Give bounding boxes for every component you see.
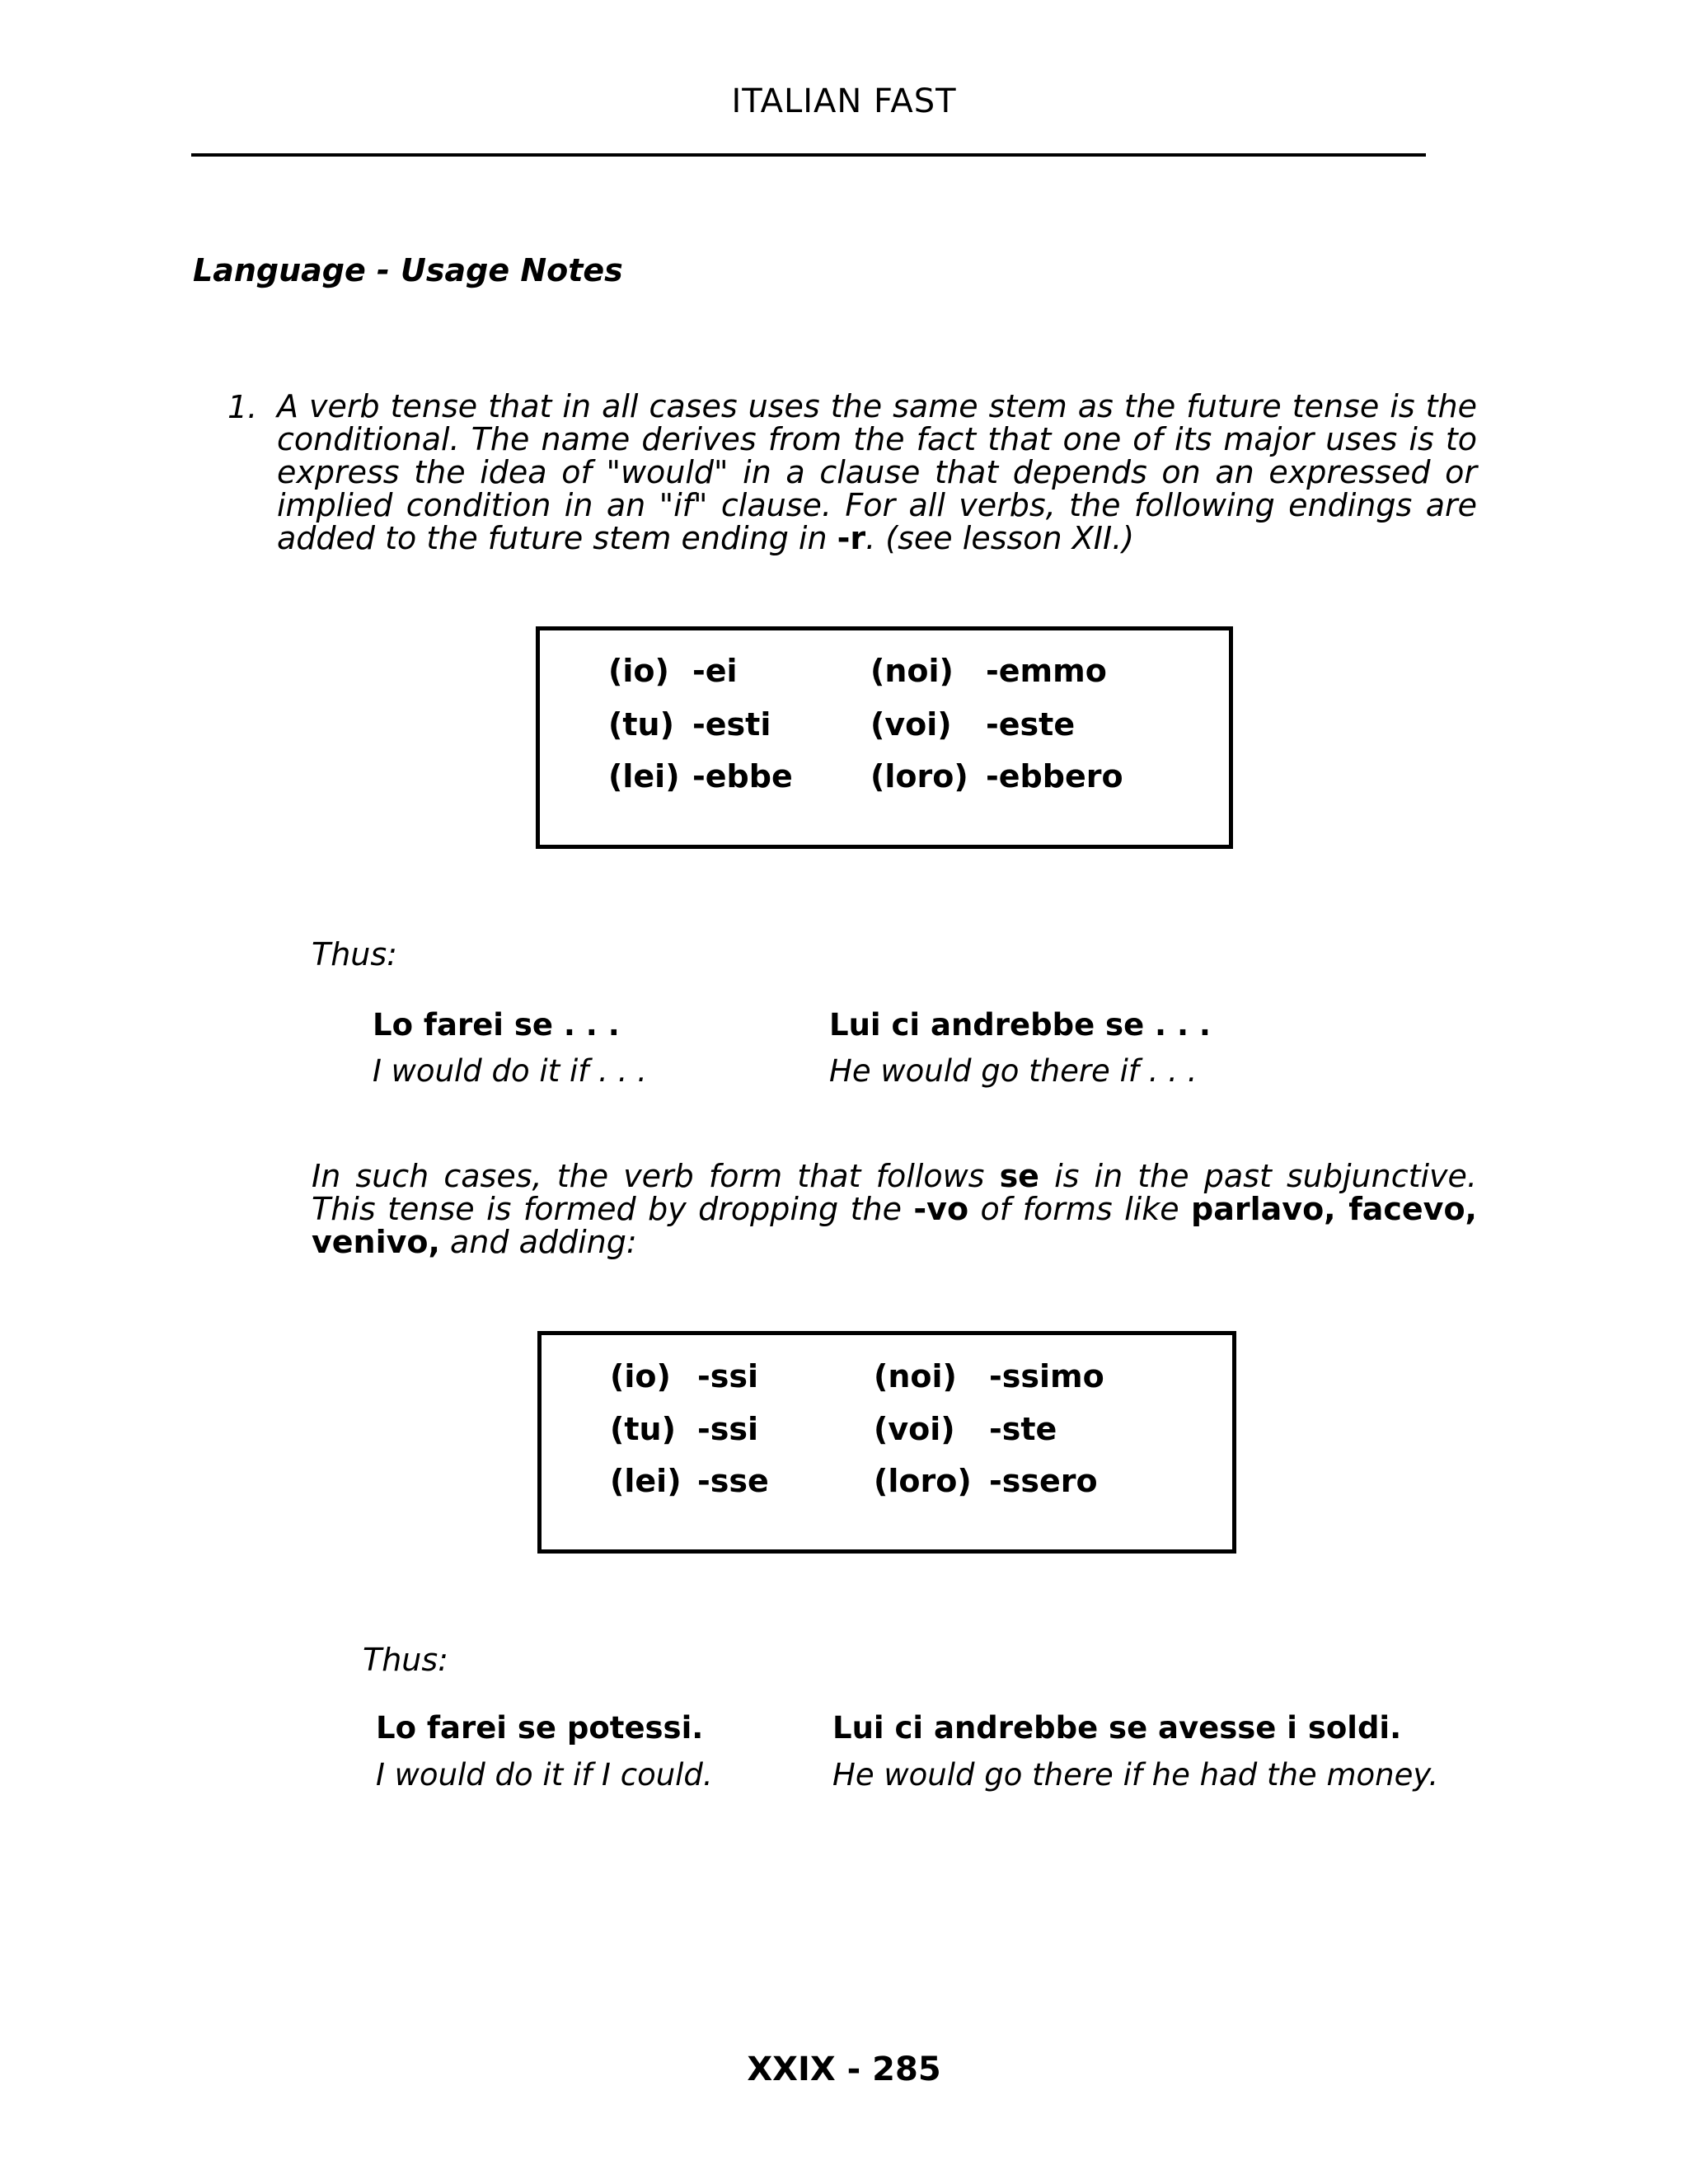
ending-voi: -este bbox=[986, 706, 1076, 743]
pronoun-tu: (tu) bbox=[608, 706, 674, 743]
example-english: He would go there if . . . bbox=[829, 1053, 1198, 1089]
note-2-text: and adding: bbox=[439, 1224, 637, 1260]
ending-io: -ssi bbox=[697, 1358, 759, 1394]
thus-label: Thus: bbox=[312, 936, 397, 972]
ending-io: -ei bbox=[692, 653, 738, 689]
pronoun-noi: (noi) bbox=[874, 1358, 957, 1394]
note-1-text-b: . (see lesson XII.) bbox=[865, 520, 1135, 556]
note-2-text: In such cases, the verb form that follows bbox=[312, 1158, 1000, 1194]
example-italian: Lui ci andrebbe se . . . bbox=[829, 1007, 1211, 1043]
ending-tu: -ssi bbox=[697, 1411, 759, 1447]
note-2-paragraph bbox=[312, 1160, 1477, 1258]
ending-loro: -ebbero bbox=[986, 758, 1123, 794]
note-2-bold: parlavo, facevo, venivo, bbox=[312, 1191, 1477, 1260]
example-italian: Lo farei se . . . bbox=[373, 1007, 620, 1043]
ending-noi: -emmo bbox=[986, 653, 1107, 689]
pronoun-io: (io) bbox=[608, 653, 669, 689]
ending-lei: -ebbe bbox=[692, 758, 793, 794]
example-english: He would go there if he had the money. bbox=[832, 1757, 1439, 1793]
example-english: I would do it if . . . bbox=[373, 1053, 647, 1089]
ending-lei: -sse bbox=[697, 1463, 769, 1499]
note-1-paragraph bbox=[277, 390, 1477, 555]
page-number: XXIX - 285 bbox=[747, 2050, 941, 2088]
example-italian: Lui ci andrebbe se avesse i soldi. bbox=[832, 1710, 1402, 1746]
pronoun-voi: (voi) bbox=[874, 1411, 955, 1447]
ending-tu: -esti bbox=[692, 706, 771, 743]
example-italian: Lo farei se potessi. bbox=[376, 1710, 704, 1746]
pronoun-lei: (lei) bbox=[608, 758, 680, 794]
note-1-text-a: A verb tense that in all cases uses the same stem as the future tense is the conditional. The name derives from the fact that one of its major uses is to express the idea of "would" in a clause that depends on an expressed or implied condition in an "if" clause. For all verbs, the following endings are added to the future stem ending in bbox=[277, 388, 1477, 556]
pronoun-tu: (tu) bbox=[610, 1411, 676, 1447]
ending-voi: -ste bbox=[989, 1411, 1057, 1447]
note-2-text: is in the past subjunctive. This tense is formed by dropping the bbox=[312, 1158, 1477, 1227]
example-english: I would do it if I could. bbox=[376, 1757, 713, 1793]
ending-noi: -ssimo bbox=[989, 1358, 1104, 1394]
pronoun-io: (io) bbox=[610, 1358, 671, 1394]
note-2-bold: se bbox=[999, 1158, 1039, 1194]
pronoun-loro: (loro) bbox=[870, 758, 968, 794]
section-title: Language - Usage Notes bbox=[193, 252, 623, 288]
note-number: 1. bbox=[227, 389, 258, 425]
note-2-text: of forms like bbox=[968, 1191, 1192, 1227]
running-header: ITALIAN FAST bbox=[731, 82, 957, 120]
note-2-bold: -vo bbox=[913, 1191, 969, 1227]
pronoun-lei: (lei) bbox=[610, 1463, 682, 1499]
pronoun-voi: (voi) bbox=[870, 706, 952, 743]
thus-label: Thus: bbox=[363, 1642, 448, 1678]
header-rule bbox=[191, 153, 1426, 157]
pronoun-noi: (noi) bbox=[870, 653, 954, 689]
ending-loro: -ssero bbox=[989, 1463, 1098, 1499]
pronoun-loro: (loro) bbox=[874, 1463, 972, 1499]
note-1-text-bold: -r bbox=[837, 520, 866, 556]
